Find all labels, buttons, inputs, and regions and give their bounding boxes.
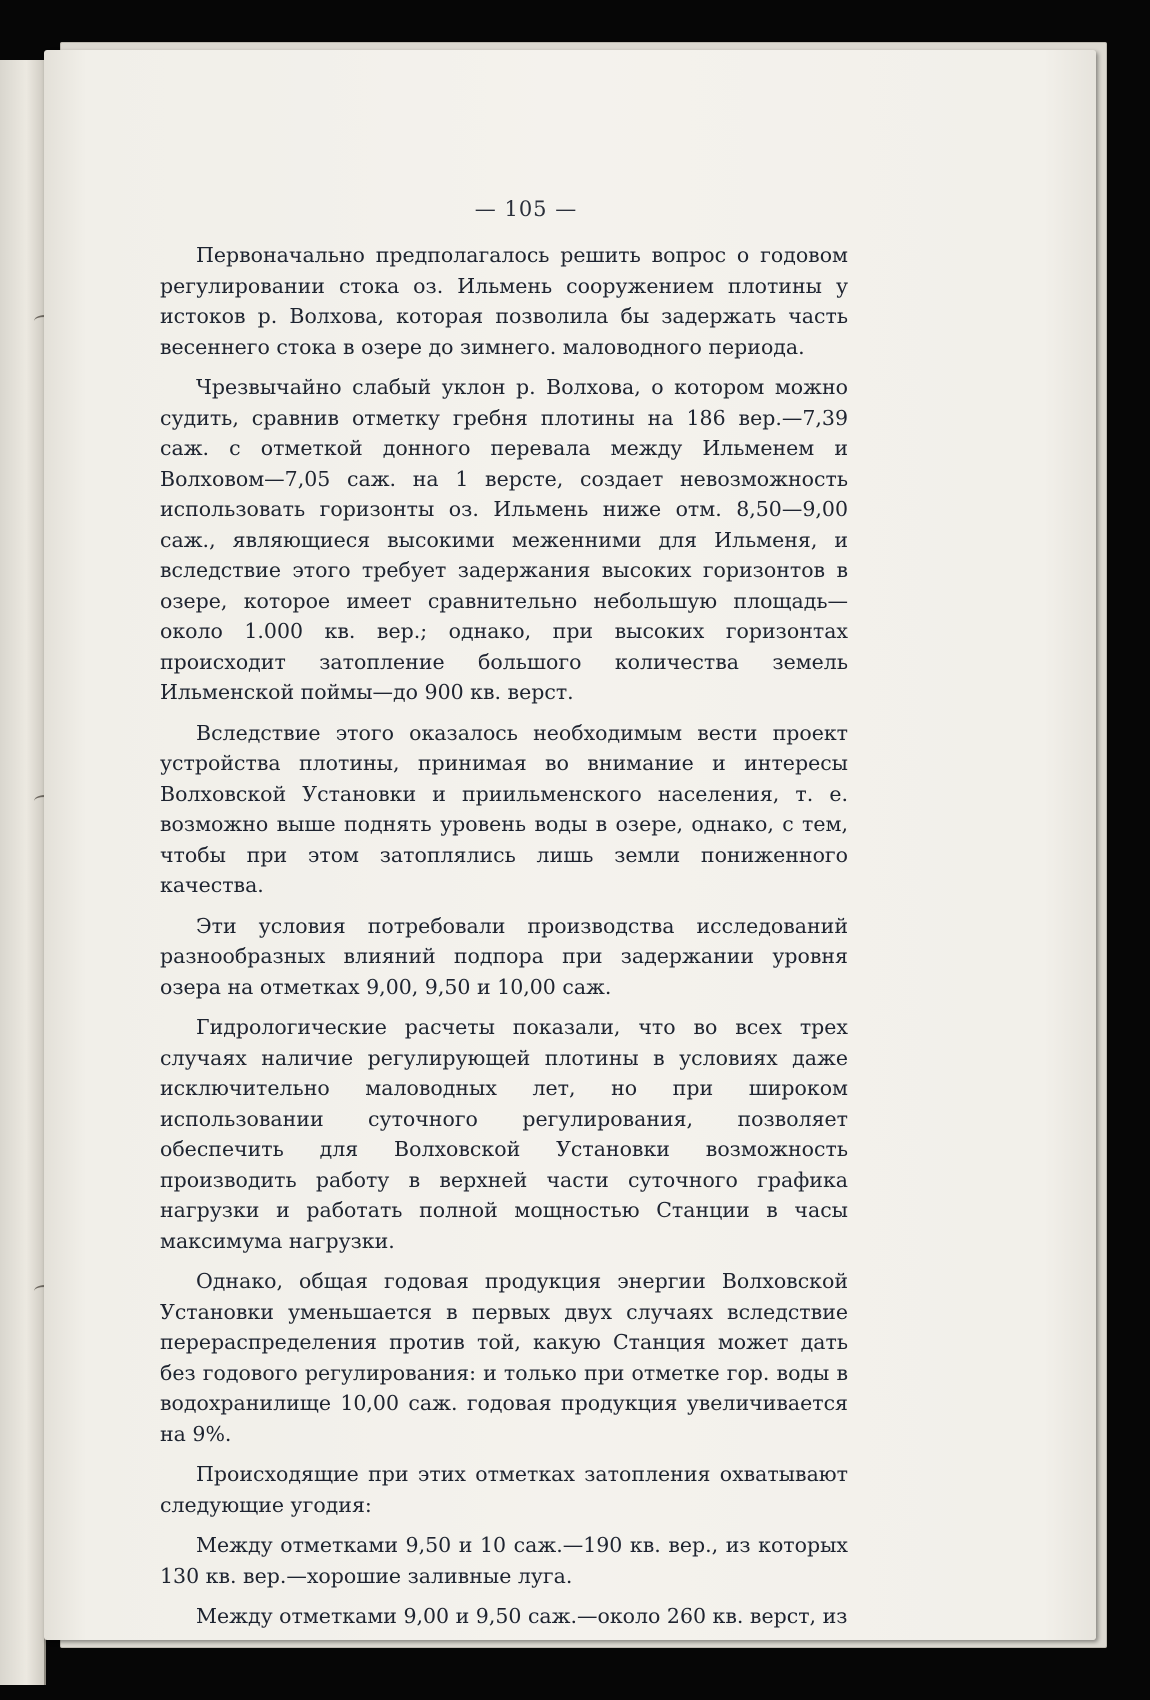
paragraph: Вследствие этого оказалось необходимым вести проект устройства плотины, принимая во внимание и интересы Волховской Установки и приильменского населения, т. е. возможно выше поднять уровень воды в озере, однако, с тем, чтобы при этом затоплялись лишь земли пониженного качества. (160, 720, 848, 897)
body-text (160, 240, 848, 1642)
paragraph: Чрезвычайно слабый уклон р. Волхова, о котором можно судить, сравнив отметку гребня плотины на 186 вер.—7,39 саж. с отметкой донного перевала между Ильменем и Волховом—7,05 саж. на 1 версте, создает невозможность использовать горизонты оз. Ильмень ниже отм. 8,50—9,00 саж., являющиеся высокими меженними для Ильменя, и вследствие этого требует задержания высоких горизонтов в озере, которое имеет сравнительно небольшую площадь—около 1.000 кв. вер.; однако, при высоких горизонтах происходит затопление большого количества земель Ильменской поймы—до 900 кв. верст. (160, 375, 848, 704)
paragraph: Первоначально предполагалось решить вопрос о годовом регулировании стока оз. Ильмень сооружением плотины у истоков р. Волхова, которая позволила бы задержать часть весеннего стока в озере до зимнего. маловодного периода. (160, 243, 848, 359)
page-number: — 105 — (474, 197, 578, 221)
paragraph: Происходящие при этих отметках затопления охватывают следующие угодия: (160, 1462, 848, 1517)
previous-page-edge (0, 60, 46, 1685)
paragraph: Между отметками 9,50 и 10 саж.—190 кв. вер., из которых 130 кв. вер.—хорошие заливные луга. (160, 1533, 848, 1588)
paragraph: Однако, общая годовая продукция энергии Волховской Установки уменьшается в первых двух случаях вследствие перераспределения против той, какую Станция может дать без годового регулирования: и только при отметке гор. воды в водохранилище 10,00 саж. годовая продукция увеличивается на 9%. (160, 1269, 848, 1446)
paragraph: Эти условия потребовали производства исследований разнообразных влияний подпора при задержании уровня озера на отметках 9,00, 9,50 и 10,00 саж. (160, 913, 848, 999)
paragraph: Гидрологические расчеты показали, что во всех трех случаях наличие регулирующей плотины в условиях даже исключительно маловодных лет, но при широком использовании суточного регулирования, позволяет обеспечить для Волховской Установки возможность производить работу в верхней части суточного графика нагрузки и работать полной мощностью Станции в часы максимума нагрузки. (160, 1015, 848, 1253)
paragraph: Между отметками 9,00 и 9,50 саж.—около 260 кв. верст, из (196, 1604, 848, 1628)
